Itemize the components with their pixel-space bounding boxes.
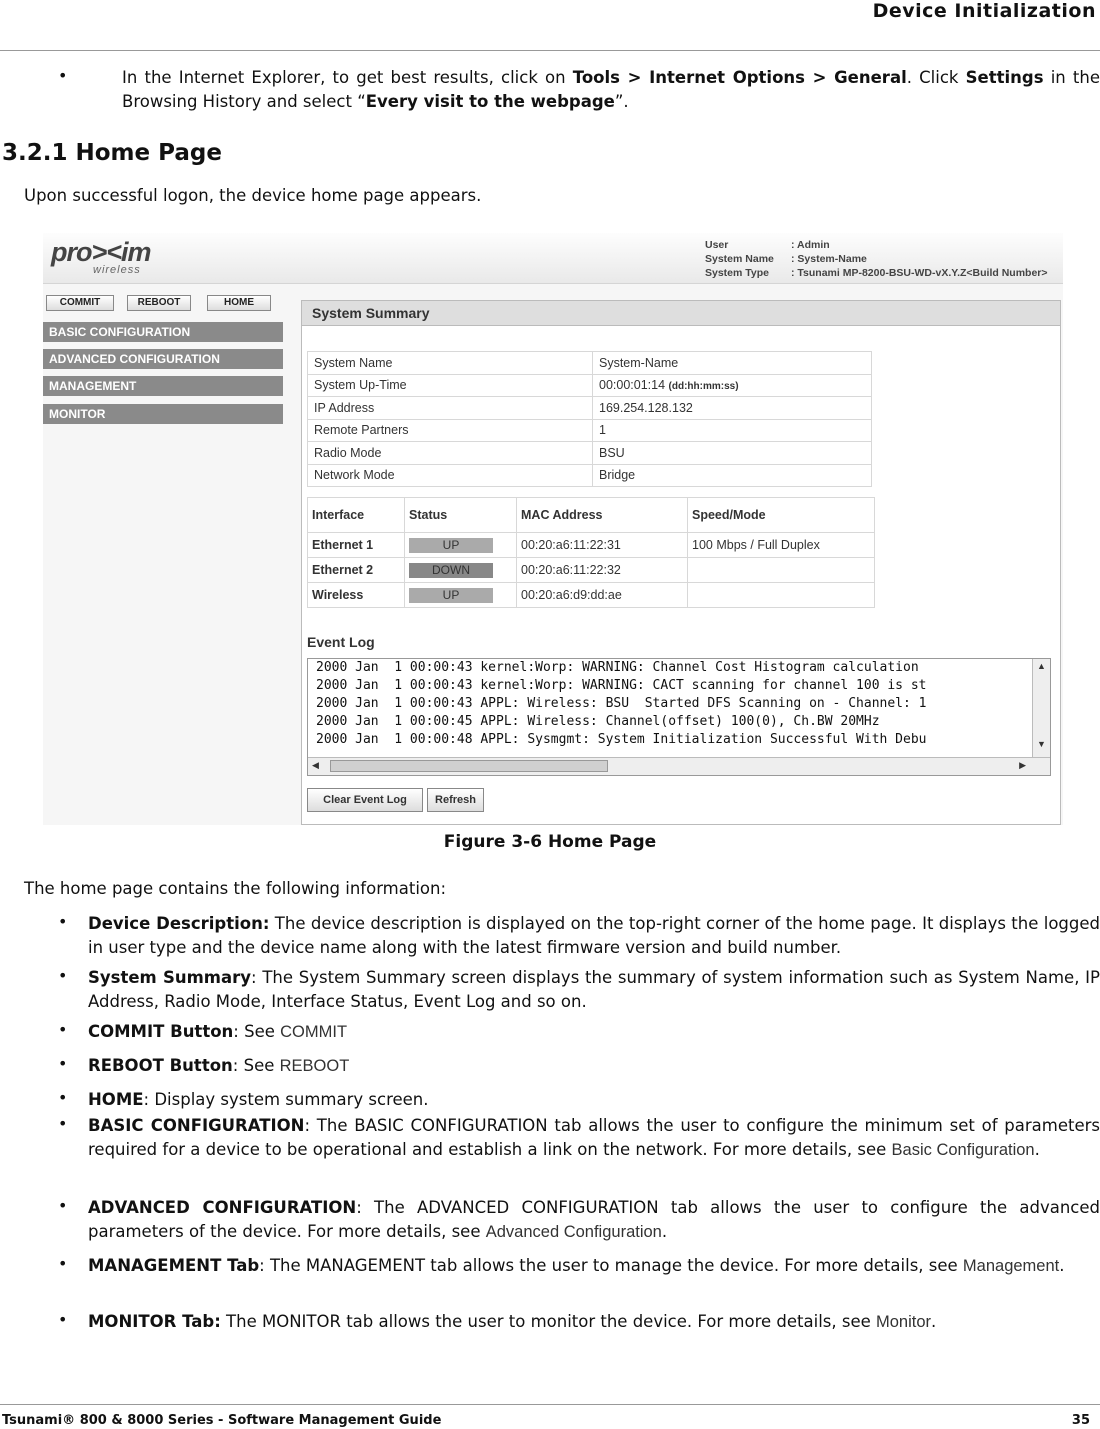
section-lead: Upon successful logon, the device home page appears. bbox=[24, 186, 482, 205]
vertical-scrollbar[interactable] bbox=[1032, 659, 1050, 759]
status-cell bbox=[405, 533, 517, 558]
bullet-text: : Display system summary screen. bbox=[143, 1090, 429, 1109]
bullet-term: HOME bbox=[88, 1090, 144, 1109]
bullet-text: The MONITOR tab allows the user to monitor the device. For more details, see bbox=[220, 1312, 877, 1331]
bullet-end: . bbox=[1034, 1140, 1040, 1159]
intro-bold-2: Settings bbox=[965, 68, 1044, 87]
bullet-term: System Summary bbox=[88, 968, 252, 987]
event-log-box[interactable] bbox=[307, 658, 1051, 776]
table-row bbox=[308, 464, 872, 487]
info-bullet bbox=[88, 1196, 1100, 1244]
info-bullet bbox=[88, 1088, 1100, 1112]
contains-intro: The home page contains the following information: bbox=[24, 879, 447, 898]
event-log-label: Event Log bbox=[307, 634, 375, 650]
speed-mode bbox=[688, 583, 875, 608]
scroll-down-icon[interactable]: ▼ bbox=[1037, 739, 1046, 749]
header-rule bbox=[0, 50, 1100, 51]
status-badge: UP bbox=[409, 588, 493, 603]
status-badge: DOWN bbox=[409, 563, 493, 578]
intro-bold-1: Tools > Internet Options > General bbox=[572, 68, 907, 87]
summary-value-cell bbox=[593, 374, 872, 397]
log-line: 2000 Jan 1 00:00:43 kernel:Worp: WARNING: Channel Cost Histogram calculation bbox=[316, 660, 919, 675]
refresh-button[interactable]: Refresh bbox=[427, 788, 484, 812]
bullet-term: BASIC CONFIGURATION bbox=[88, 1116, 305, 1135]
interface-table bbox=[307, 497, 875, 608]
scroll-thumb[interactable] bbox=[330, 760, 608, 772]
bullet-term: COMMIT Button bbox=[88, 1022, 234, 1041]
figure-caption: Figure 3-6 Home Page bbox=[443, 832, 657, 852]
cross-reference-link[interactable]: Monitor bbox=[876, 1313, 932, 1331]
intro-bold-3: Every visit to the webpage bbox=[365, 92, 615, 111]
summary-label: Radio Mode bbox=[308, 442, 593, 465]
speed-mode bbox=[688, 558, 875, 583]
device-info-row bbox=[705, 252, 1048, 266]
summary-label: Remote Partners bbox=[308, 419, 593, 442]
bullet-text: The device description is displayed on the top-right corner of the home page. It displays the logged in user type and the device name along with the latest firmware version and build number. bbox=[88, 914, 1100, 957]
nav-basic-configuration[interactable]: BASIC CONFIGURATION bbox=[43, 322, 283, 342]
bullet-dot: • bbox=[58, 966, 68, 985]
log-line: 2000 Jan 1 00:00:48 APPL: Sysmgmt: System Initialization Successful With Debu bbox=[316, 732, 927, 747]
device-info-value: : System-Name bbox=[791, 253, 867, 265]
speed-mode: 100 Mbps / Full Duplex bbox=[688, 533, 875, 558]
nav-advanced-configuration[interactable]: ADVANCED CONFIGURATION bbox=[43, 349, 283, 369]
device-info-value: : Tsunami MP-8200-BSU-WD-vX.Y.Z<Build Number> bbox=[791, 267, 1048, 279]
log-line: 2000 Jan 1 00:00:43 kernel:Worp: WARNING: CACT scanning for channel 100 is st bbox=[316, 678, 927, 693]
intro-text-4: ”. bbox=[614, 92, 629, 111]
proxim-logo bbox=[51, 237, 151, 276]
horizontal-scrollbar[interactable] bbox=[308, 757, 1050, 775]
iface-name: Ethernet 2 bbox=[308, 558, 405, 583]
summary-label: Network Mode bbox=[308, 464, 593, 487]
device-banner bbox=[43, 233, 1063, 284]
table-row bbox=[308, 558, 875, 583]
bullet-dot: • bbox=[58, 1088, 68, 1107]
scroll-right-icon[interactable]: ▶ bbox=[1019, 760, 1026, 770]
table-row bbox=[308, 352, 872, 375]
info-bullet bbox=[88, 1114, 1100, 1162]
bullet-text: : The BASIC CONFIGURATION tab allows the user to configure the minimum set of parameters required for a device to be operational and establish a link on the network. For more details, see bbox=[88, 1116, 1100, 1159]
bullet-dot: • bbox=[58, 1054, 68, 1073]
cross-reference-link[interactable]: Advanced Configuration bbox=[485, 1223, 662, 1241]
table-row bbox=[308, 583, 875, 608]
cross-reference-link[interactable]: REBOOT bbox=[279, 1057, 350, 1075]
summary-value: 1 bbox=[599, 423, 606, 438]
log-line: 2000 Jan 1 00:00:43 APPL: Wireless: BSU Started DFS Scanning on - Channel: 1 bbox=[316, 696, 927, 711]
device-info-key: System Type bbox=[705, 267, 769, 279]
bullet-text: : The ADVANCED CONFIGURATION tab allows the user to configure the advanced parameters of the device. For more details, see bbox=[88, 1198, 1100, 1241]
info-bullet bbox=[88, 1054, 1100, 1078]
footer-rule bbox=[0, 1404, 1100, 1405]
mac-address: 00:20:a6:11:22:31 bbox=[517, 533, 688, 558]
col-header: MAC Address bbox=[517, 498, 688, 533]
bullet-text: : The MANAGEMENT tab allows the user to manage the device. For more details, see bbox=[259, 1256, 963, 1275]
summary-value: 169.254.128.132 bbox=[599, 400, 693, 415]
summary-label: System Name bbox=[308, 352, 593, 375]
device-info-row bbox=[705, 266, 1048, 280]
summary-value-cell bbox=[593, 442, 872, 465]
mac-address: 00:20:a6:d9:dd:ae bbox=[517, 583, 688, 608]
summary-value: 00:00:01:14 bbox=[599, 378, 666, 393]
bullet-text: : See bbox=[233, 1022, 281, 1041]
bullet-dot: • bbox=[58, 1020, 68, 1039]
bullet-term: MANAGEMENT Tab bbox=[88, 1256, 260, 1275]
info-bullet bbox=[88, 912, 1100, 960]
summary-value-cell bbox=[593, 419, 872, 442]
summary-label: System Up-Time bbox=[308, 374, 593, 397]
clear-event-log-button[interactable]: Clear Event Log bbox=[307, 788, 423, 812]
logo-text: pro><im bbox=[51, 237, 151, 267]
summary-table bbox=[307, 351, 872, 487]
scroll-left-icon[interactable]: ◀ bbox=[312, 760, 319, 770]
table-row bbox=[308, 397, 872, 420]
status-badge: UP bbox=[409, 538, 493, 553]
info-bullet bbox=[88, 966, 1100, 1014]
info-bullet bbox=[88, 1020, 1100, 1044]
col-header: Status bbox=[405, 498, 517, 533]
col-header: Interface bbox=[308, 498, 405, 533]
bullet-term: Device Description: bbox=[88, 914, 270, 933]
intro-text-1: In the Internet Explorer, to get best results, click on bbox=[122, 68, 573, 87]
bullet-dot: • bbox=[58, 912, 68, 931]
summary-value: System-Name bbox=[599, 355, 679, 370]
scroll-up-icon[interactable]: ▲ bbox=[1037, 661, 1046, 671]
bullet-term: ADVANCED CONFIGURATION bbox=[88, 1198, 357, 1217]
table-row bbox=[308, 419, 872, 442]
page-header-title: Device Initialization bbox=[872, 0, 1096, 22]
summary-label: IP Address bbox=[308, 397, 593, 420]
footer-title: Tsunami® 800 & 8000 Series - Software Management Guide bbox=[2, 1413, 442, 1428]
table-row bbox=[308, 533, 875, 558]
summary-value-cell bbox=[593, 397, 872, 420]
bullet-dot: • bbox=[58, 1254, 68, 1273]
nav-monitor[interactable]: MONITOR bbox=[43, 404, 283, 424]
bullet-dot: • bbox=[58, 1114, 68, 1133]
summary-value-cell bbox=[593, 464, 872, 487]
bullet-end: . bbox=[931, 1312, 937, 1331]
system-summary-panel bbox=[301, 300, 1061, 825]
bullet-text: : See bbox=[232, 1056, 280, 1075]
home-page-figure bbox=[43, 233, 1063, 825]
iface-name: Ethernet 1 bbox=[308, 533, 405, 558]
bullet-dot: • bbox=[58, 66, 68, 85]
bullet-end: . bbox=[661, 1222, 668, 1241]
nav-management[interactable]: MANAGEMENT bbox=[43, 376, 283, 396]
cross-reference-link[interactable]: Management bbox=[962, 1257, 1060, 1275]
bullet-end: . bbox=[1059, 1256, 1065, 1275]
iface-name: Wireless bbox=[308, 583, 405, 608]
intro-bullet bbox=[122, 66, 1100, 114]
device-info-row bbox=[705, 238, 1048, 252]
table-row bbox=[308, 374, 872, 397]
status-cell bbox=[405, 558, 517, 583]
device-info-value: : Admin bbox=[791, 239, 830, 251]
intro-text-2: . Click bbox=[906, 68, 966, 87]
bullet-text: : The System Summary screen displays the summary of system information such as System Name, IP Address, Radio Mode, Interface Status, Event Log and so on. bbox=[88, 968, 1100, 1011]
section-heading: 3.2.1 Home Page bbox=[2, 140, 222, 166]
info-bullet bbox=[88, 1254, 1100, 1278]
home-button[interactable]: HOME bbox=[207, 295, 271, 311]
table-row bbox=[308, 442, 872, 465]
table-header-row bbox=[308, 498, 875, 533]
logo-subtext: wireless bbox=[93, 264, 141, 276]
cross-reference-link[interactable]: COMMIT bbox=[280, 1023, 348, 1041]
bullet-dot: • bbox=[58, 1310, 68, 1329]
commit-button[interactable]: COMMIT bbox=[46, 295, 114, 311]
panel-title: System Summary bbox=[302, 301, 1060, 326]
page-number: 35 bbox=[1071, 1413, 1090, 1428]
summary-value: BSU bbox=[599, 445, 625, 460]
uptime-format-note: (dd:hh:mm:ss) bbox=[668, 381, 739, 393]
bullet-term: MONITOR Tab: bbox=[88, 1312, 221, 1331]
device-description bbox=[705, 238, 1048, 280]
cross-reference-link[interactable]: Basic Configuration bbox=[891, 1141, 1035, 1159]
device-info-key: System Name bbox=[705, 253, 774, 265]
summary-value-cell bbox=[593, 352, 872, 375]
device-info-key: User bbox=[705, 239, 729, 251]
bullet-term: REBOOT Button bbox=[88, 1056, 233, 1075]
mac-address: 00:20:a6:11:22:32 bbox=[517, 558, 688, 583]
intro-text-3: in the Browsing History and select “ bbox=[122, 68, 1100, 111]
bullet-dot: • bbox=[58, 1196, 68, 1215]
reboot-button[interactable]: REBOOT bbox=[127, 295, 191, 311]
status-cell bbox=[405, 583, 517, 608]
summary-value: Bridge bbox=[599, 468, 636, 483]
log-line: 2000 Jan 1 00:00:45 APPL: Wireless: Channel(offset) 100(0), Ch.BW 20MHz bbox=[316, 714, 880, 729]
col-header: Speed/Mode bbox=[688, 498, 875, 533]
info-bullet bbox=[88, 1310, 1100, 1334]
